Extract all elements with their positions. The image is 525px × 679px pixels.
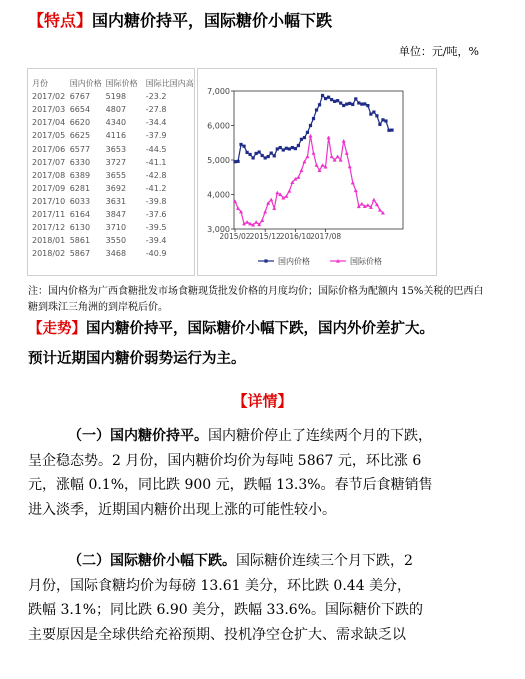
cell-international: 3631: [105, 196, 127, 206]
cell-international: 4116: [105, 131, 127, 141]
table-row: [32, 182, 194, 195]
data-point-domestic: [303, 136, 306, 139]
data-point-international: [272, 206, 276, 210]
data-point-domestic: [245, 151, 248, 154]
cell-diff: -41.2: [145, 183, 167, 193]
col-header-domestic: 国内价格: [69, 79, 102, 89]
data-point-domestic: [348, 102, 351, 105]
cell-international: 4807: [105, 105, 127, 115]
data-point-international: [366, 203, 370, 207]
cell-international: 3653: [105, 144, 127, 154]
data-point-international: [336, 155, 340, 159]
para2-line-1: [28, 549, 492, 574]
data-point-domestic: [282, 148, 285, 151]
para2-label: （二）国际糖价小幅下跌。: [68, 553, 236, 569]
cell-international: 4340: [105, 118, 127, 128]
data-point-domestic: [306, 131, 309, 134]
table-row: [32, 221, 194, 234]
heading-bracket-open: 【: [28, 11, 45, 30]
data-point-domestic: [339, 101, 342, 104]
trend-text-2: 预计近期国内糖价弱势运行为主。: [28, 351, 246, 367]
data-point-domestic: [336, 99, 339, 102]
y-tick-label: 7,000: [207, 87, 230, 96]
cell-domestic: 6577: [69, 144, 91, 154]
data-point-international: [312, 151, 316, 155]
para2-text-1: 国际糖价连续三个月下跌，2: [236, 553, 413, 569]
data-point-domestic: [261, 154, 264, 157]
y-tick-label: 3,000: [207, 225, 230, 234]
data-point-domestic: [351, 103, 354, 106]
data-point-international: [330, 155, 334, 159]
cell-domestic: 6130: [69, 223, 91, 233]
data-point-domestic: [285, 147, 288, 150]
trend-text-1: 国内糖价持平，国际糖价小幅下跌，国内外价差扩大。: [86, 321, 434, 337]
details-heading: 【详情】: [232, 392, 293, 410]
cell-diff: -37.6: [145, 209, 167, 219]
col-header-international: 国际价格: [105, 79, 138, 89]
data-point-international: [315, 163, 319, 167]
unit-note: 单位：元/吨，%: [398, 45, 479, 58]
data-point-domestic: [236, 160, 239, 163]
data-point-domestic: [242, 145, 245, 148]
cell-diff: -39.5: [145, 223, 167, 233]
table-row: [32, 169, 194, 182]
cell-international: 3692: [105, 183, 127, 193]
cell-diff: -39.4: [145, 236, 167, 246]
cell-domestic: 6654: [69, 105, 91, 115]
y-tick-label: 5,000: [207, 156, 230, 165]
data-point-domestic: [239, 143, 242, 146]
cell-diff: -23.2: [145, 92, 167, 102]
paragraph-domestic: [28, 424, 492, 522]
data-point-international: [327, 136, 331, 140]
data-point-domestic: [267, 155, 270, 158]
data-point-international: [269, 198, 273, 202]
cell-diff: -34.4: [145, 118, 167, 128]
heading-tag: 特点: [44, 11, 77, 30]
x-tick-label: 2016/10: [279, 232, 311, 241]
data-point-domestic: [390, 128, 393, 131]
para1-line-3: 元，涨幅 0.1%，同比跌 900 元，跌幅 13.3%。春节后食糖销售: [28, 477, 433, 493]
data-point-international: [275, 191, 279, 195]
cell-domestic: 6033: [69, 196, 91, 206]
cell-month: 2017/09: [32, 183, 66, 193]
cell-domestic: 5861: [69, 236, 91, 246]
data-point-domestic: [279, 146, 282, 149]
data-point-international: [299, 168, 303, 172]
table-header-row: [32, 77, 194, 90]
y-tick-label: 4,000: [207, 190, 230, 200]
data-point-domestic: [369, 113, 372, 116]
cell-month: 2017/07: [32, 157, 66, 167]
para1-line-4: 进入淡季，近期国内糖价出现上涨的可能性较小。: [28, 501, 336, 518]
price-chart-panel: [197, 68, 437, 276]
cell-month: 2017/02: [32, 92, 66, 102]
cell-month: 2018/01: [32, 236, 66, 246]
data-point-domestic: [384, 119, 387, 122]
cell-domestic: 6330: [69, 157, 91, 167]
table-row: [32, 234, 194, 247]
data-point-domestic: [366, 104, 369, 107]
data-point-domestic: [255, 152, 258, 155]
data-point-domestic: [264, 156, 267, 159]
plot-frame: [234, 91, 403, 229]
cell-month: 2017/04: [32, 118, 66, 128]
data-point-domestic: [233, 160, 236, 163]
table-row: [32, 142, 194, 155]
series-line-international: [235, 136, 383, 225]
data-point-international: [354, 188, 358, 192]
data-point-domestic: [378, 123, 381, 126]
data-point-international: [305, 155, 309, 159]
data-point-domestic: [333, 100, 336, 103]
cell-international: 3468: [105, 249, 127, 259]
data-point-international: [260, 218, 264, 222]
data-point-domestic: [294, 147, 297, 150]
cell-diff: -40.9: [145, 249, 167, 259]
data-point-international: [287, 189, 291, 193]
data-point-domestic: [345, 103, 348, 106]
data-point-domestic: [309, 124, 312, 127]
cell-month: 2017/03: [32, 105, 66, 115]
cell-international: 3727: [105, 157, 127, 167]
data-point-international: [308, 134, 312, 138]
data-point-domestic: [297, 144, 300, 147]
table-row: [32, 208, 194, 221]
data-point-domestic: [276, 147, 279, 150]
cell-international: 3550: [105, 236, 127, 246]
trend-bracket-open: 【: [28, 321, 43, 337]
data-point-domestic: [315, 108, 318, 111]
cell-international: 3710: [105, 223, 127, 233]
data-point-domestic: [363, 102, 366, 105]
para1-line-2: 呈企稳态势。2 月份，国内糖价均价为每吨 5867 元，环比涨 6: [28, 452, 422, 469]
data-point-domestic: [372, 110, 375, 113]
footnote: 注：国内价格为广西食糖批发市场食糖现货批发价格的月度均价；国际价格为配额内 15%关税的巴西白糖到珠江三角洲的到岸税后价。: [28, 286, 484, 313]
paragraph-international: [28, 549, 492, 647]
data-point-domestic: [375, 114, 378, 117]
cell-month: 2017/05: [32, 131, 66, 141]
data-point-international: [245, 220, 249, 224]
data-point-international: [236, 206, 240, 210]
legend-label: 国际价格: [350, 257, 382, 266]
data-point-domestic: [387, 129, 390, 132]
table-row: [32, 156, 194, 169]
cell-domestic: 6620: [69, 118, 91, 128]
data-point-international: [372, 198, 376, 202]
cell-month: 2017/11: [32, 209, 66, 219]
price-table: [32, 77, 194, 260]
data-point-domestic: [300, 138, 303, 141]
data-point-domestic: [252, 156, 255, 159]
section-heading: [28, 8, 332, 31]
trend-tag: 走势: [42, 321, 72, 337]
table-row: [32, 195, 194, 208]
data-point-domestic: [354, 97, 357, 100]
para1-label: （一）国内糖价持平。: [68, 428, 208, 444]
cell-diff: -37.9: [145, 131, 167, 141]
col-header-diff: 国际比国内高: [145, 79, 194, 89]
data-point-international: [360, 202, 364, 206]
para1-text-1: 国内糖价停止了连续两个月的下跌，: [208, 428, 432, 444]
data-point-international: [345, 151, 349, 155]
data-point-international: [296, 175, 300, 179]
x-tick-label: 2015/12: [249, 232, 281, 241]
data-point-international: [321, 163, 325, 167]
price-line-chart: [198, 69, 436, 275]
cell-month: 2017/12: [32, 223, 66, 233]
y-tick-label: 6,000: [207, 121, 230, 131]
data-point-international: [351, 181, 355, 185]
data-point-domestic: [248, 153, 251, 156]
price-table-panel: [27, 68, 195, 276]
data-point-domestic: [288, 147, 291, 150]
cell-domestic: 5867: [69, 249, 91, 259]
legend-marker: [264, 259, 267, 262]
trend-line-1: [28, 318, 492, 341]
para2-line-3: 跌幅 3.1%；同比跌 6.90 美分，跌幅 33.6%。国际糖价下跌的: [28, 602, 424, 618]
data-point-domestic: [312, 117, 315, 120]
data-point-domestic: [270, 152, 273, 155]
data-point-domestic: [330, 98, 333, 101]
x-tick-label: 2015/02: [219, 232, 251, 241]
data-point-domestic: [327, 96, 330, 99]
table-row: [32, 247, 194, 260]
data-point-domestic: [360, 103, 363, 106]
cell-international: 5198: [105, 92, 127, 102]
data-point-domestic: [324, 97, 327, 100]
cell-diff: -39.8: [145, 196, 167, 206]
heading-bracket-close: 】: [76, 11, 93, 30]
data-point-domestic: [318, 103, 321, 106]
data-point-domestic: [357, 101, 360, 104]
cell-month: 2017/08: [32, 170, 66, 180]
data-point-international: [254, 220, 258, 224]
para1-line-1: [28, 424, 492, 449]
data-point-domestic: [273, 154, 276, 157]
cell-month: 2017/06: [32, 144, 66, 154]
cell-international: 3847: [105, 209, 127, 219]
trend-bracket-close: 】: [71, 321, 86, 337]
cell-international: 3655: [105, 170, 127, 180]
data-point-international: [348, 165, 352, 169]
cell-domestic: 6389: [69, 170, 91, 180]
cell-diff: -27.8: [145, 105, 167, 115]
cell-month: 2018/02: [32, 249, 66, 259]
data-point-international: [263, 210, 267, 214]
data-point-domestic: [291, 146, 294, 149]
cell-domestic: 6164: [69, 209, 91, 219]
cell-diff: -44.5: [145, 144, 167, 154]
data-point-domestic: [321, 94, 324, 97]
data-point-domestic: [342, 104, 345, 107]
cell-domestic: 6625: [69, 131, 91, 141]
col-header-month: 月份: [32, 79, 48, 89]
table-row: [32, 103, 194, 116]
para2-line-2: 月份，国际食糖均价为每磅 13.61 美分，环比跌 0.44 美分，: [28, 577, 412, 594]
cell-month: 2017/10: [32, 196, 66, 206]
cell-domestic: 6767: [69, 92, 91, 102]
cell-diff: -42.8: [145, 170, 167, 180]
para2-line-4: 主要原因是全球供给充裕预期、投机净空仓扩大、需求缺乏以: [28, 626, 406, 643]
data-point-domestic: [381, 118, 384, 121]
data-point-international: [342, 139, 346, 143]
heading-title: 国内糖价持平，国际糖价小幅下跌: [92, 11, 333, 30]
cell-domestic: 6281: [69, 183, 91, 193]
table-row: [32, 116, 194, 129]
legend-label: 国内价格: [278, 257, 310, 266]
x-tick-label: 2017/08: [309, 232, 342, 241]
cell-diff: -41.1: [145, 157, 167, 167]
table-row: [32, 129, 194, 142]
data-point-domestic: [258, 150, 261, 153]
table-row: [32, 90, 194, 103]
